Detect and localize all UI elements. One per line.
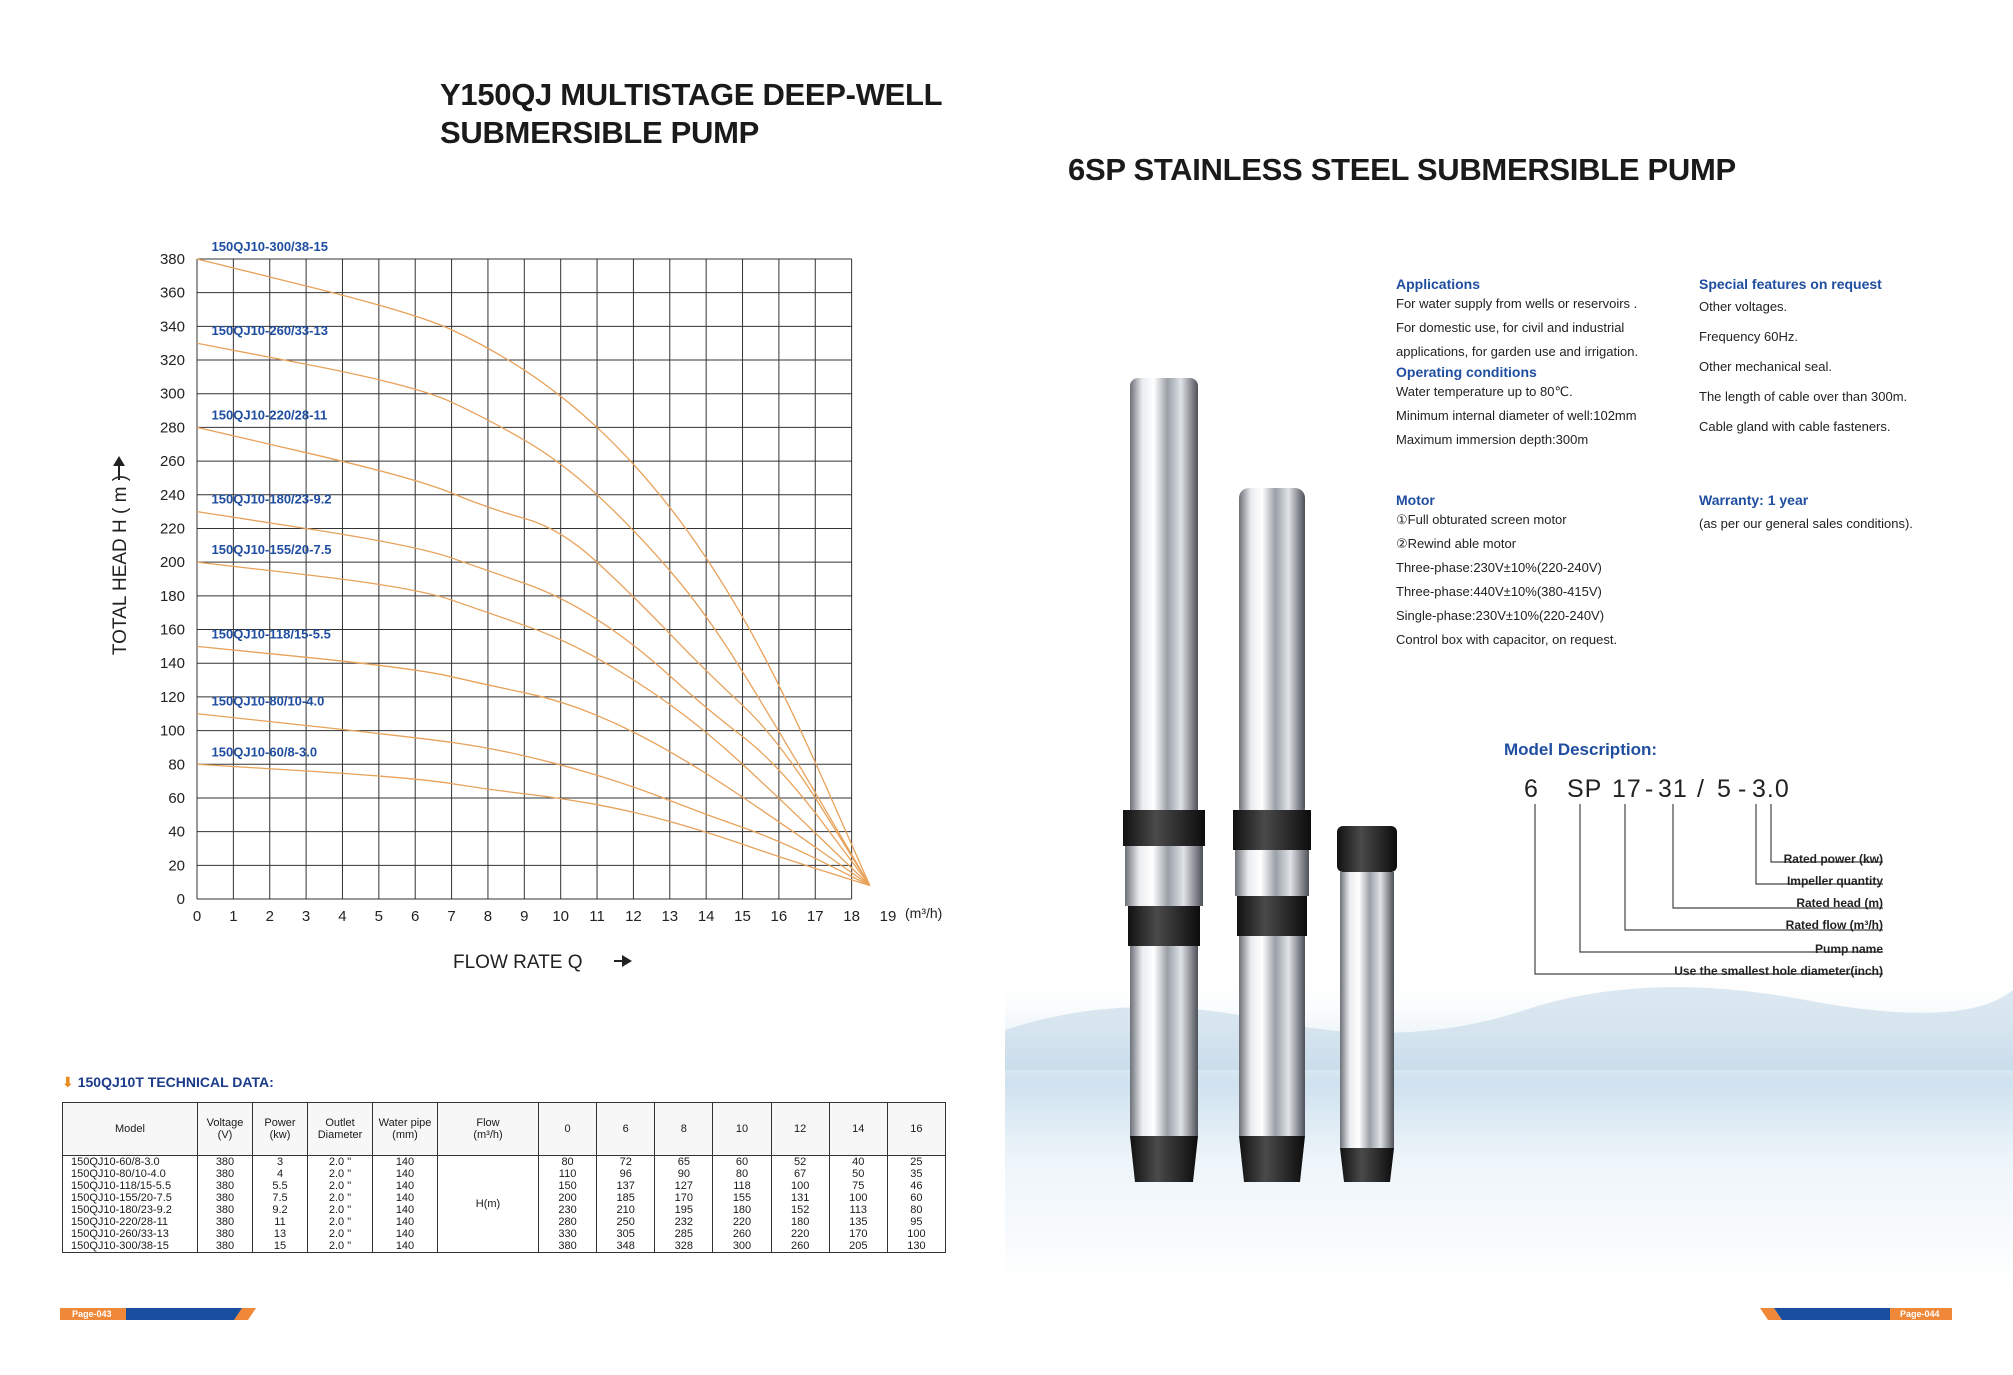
- cell-power: 7.5: [253, 1192, 308, 1204]
- table-row: [63, 1156, 946, 1169]
- cell-voltage: 380: [198, 1156, 253, 1169]
- cell-head-value: 90: [655, 1168, 713, 1180]
- model-description-title: Model Description:: [1504, 740, 1658, 759]
- spec-warranty: [1699, 492, 1999, 540]
- page-number-right: Page-044: [1900, 1309, 1940, 1319]
- col-pipe: [373, 1103, 438, 1156]
- y-tick-label: 260: [159, 453, 185, 471]
- cell-head-value: 150: [539, 1180, 597, 1192]
- cell-head-value: 328: [655, 1240, 713, 1253]
- x-tick-label: 13: [661, 908, 679, 925]
- cell-head-value: 205: [829, 1240, 887, 1253]
- cell-outlet: 2.0 ": [308, 1156, 373, 1169]
- cell-head-value: 80: [539, 1156, 597, 1169]
- cell-voltage: 380: [198, 1168, 253, 1180]
- cell-head-value: 200: [539, 1192, 597, 1204]
- model-description-leaders: [1530, 800, 1890, 985]
- cell-head-value: 80: [713, 1168, 771, 1180]
- spec-line: Three-phase:230V±10%(220-240V): [1396, 560, 1602, 575]
- cell-pipe: 140: [373, 1168, 438, 1180]
- col-outlet-label: Outlet: [325, 1117, 355, 1129]
- table-header-row: [63, 1103, 946, 1156]
- model-code-slash: /: [1697, 775, 1705, 803]
- spec-line: Other voltages.: [1699, 299, 1788, 314]
- y-tick-label: 240: [159, 486, 185, 504]
- cell-pipe: 140: [373, 1204, 438, 1216]
- model-code-flow: 17: [1612, 775, 1642, 803]
- cell-head-value: 80: [887, 1204, 945, 1216]
- col-power: [253, 1103, 308, 1156]
- cell-head-value: 96: [597, 1168, 655, 1180]
- col-model: Model: [63, 1103, 198, 1156]
- cell-head-value: 250: [597, 1216, 655, 1228]
- x-tick-label: 9: [520, 908, 529, 925]
- model-code-dash1: -: [1645, 775, 1655, 803]
- cell-pipe: 140: [373, 1192, 438, 1204]
- cell-head-value: 260: [713, 1228, 771, 1240]
- x-tick-label: 0: [192, 908, 202, 925]
- x-axis-label: FLOW RATE Q: [453, 952, 583, 973]
- x-tick-label: 7: [447, 908, 456, 925]
- cell-model: 150QJ10-180/23-9.2: [63, 1204, 198, 1216]
- cell-voltage: 380: [198, 1180, 253, 1192]
- cell-voltage: 380: [198, 1204, 253, 1216]
- y-tick-label: 100: [159, 722, 185, 740]
- model-code-sp: SP: [1567, 775, 1603, 803]
- spec-operating-heading: Operating conditions: [1396, 364, 1537, 380]
- cell-outlet: 2.0 ": [308, 1240, 373, 1253]
- col-flow-6: 6: [597, 1103, 655, 1156]
- x-tick-label: 15: [734, 908, 751, 925]
- spec-line: Cable gland with cable fasteners.: [1699, 419, 1891, 434]
- series-label: 150QJ10-155/20-7.5: [211, 542, 332, 558]
- cell-head-value: 155: [713, 1192, 771, 1204]
- col-outlet-unit: Diameter: [317, 1129, 363, 1141]
- y-tick-label: 20: [168, 857, 185, 875]
- x-tick-label: 11: [589, 908, 605, 925]
- x-tick-label: 2: [265, 908, 274, 925]
- cell-head-value: 113: [829, 1204, 887, 1216]
- cell-head-value: 100: [887, 1228, 945, 1240]
- md-label-power: Rated power (kw): [1783, 852, 1883, 866]
- cell-head-value: 100: [829, 1192, 887, 1204]
- md-label-head: Rated head (m): [1796, 896, 1883, 910]
- cell-outlet: 2.0 ": [308, 1192, 373, 1204]
- cell-head-value: 220: [771, 1228, 829, 1240]
- col-voltage-label: Voltage: [206, 1117, 244, 1129]
- cell-head-value: 300: [713, 1240, 771, 1253]
- series-label: 150QJ10-220/28-11: [211, 407, 328, 423]
- cell-head-value: 75: [829, 1180, 887, 1192]
- pump-6sp-medium: [1233, 488, 1311, 1182]
- y-tick-label: 0: [176, 891, 185, 908]
- spec-line: (as per our general sales conditions).: [1699, 516, 1913, 531]
- cell-head-value: 170: [829, 1228, 887, 1240]
- spec-motor-heading: Motor: [1396, 492, 1435, 508]
- cell-head-value: 40: [829, 1156, 887, 1169]
- x-tick-label: 12: [625, 908, 642, 925]
- spec-line: Single-phase:230V±10%(220-240V): [1396, 608, 1605, 623]
- y-tick-label: 320: [159, 352, 185, 370]
- spec-line: ②Rewind able motor: [1396, 536, 1517, 551]
- cell-voltage: 380: [198, 1192, 253, 1204]
- cell-head-value: 185: [597, 1192, 655, 1204]
- pump-motor: [1337, 826, 1397, 1182]
- series-line: [197, 646, 870, 885]
- cell-model: 150QJ10-118/15-5.5: [63, 1180, 198, 1192]
- cell-pipe: 140: [373, 1180, 438, 1192]
- col-flow-unit: (m³/h): [473, 1129, 503, 1141]
- cell-head-value: 232: [655, 1216, 713, 1228]
- cell-head-value: 72: [597, 1156, 655, 1169]
- spec-line: Water temperature up to 80℃.: [1396, 384, 1573, 399]
- spec-line: Maximum immersion depth:300m: [1396, 432, 1589, 447]
- spec-line: For water supply from wells or reservoirs .: [1396, 296, 1638, 311]
- series-line: [197, 343, 870, 885]
- cell-head-value: 195: [655, 1204, 713, 1216]
- cell-head-value: 60: [713, 1156, 771, 1169]
- cell-model: 150QJ10-80/10-4.0: [63, 1168, 198, 1180]
- x-axis-arrow: [614, 955, 632, 967]
- cell-model: 150QJ10-155/20-7.5: [63, 1192, 198, 1204]
- spec-line: Three-phase:440V±10%(380-415V): [1396, 584, 1602, 599]
- series-label: 150QJ10-260/33-13: [211, 323, 328, 339]
- chart-grid: [197, 259, 852, 899]
- chart-series-labels: [212, 239, 332, 759]
- y-axis-label: TOTAL HEAD H ( m ): [110, 474, 131, 656]
- x-tick-label: 5: [374, 908, 384, 925]
- x-tick-label: 8: [483, 908, 493, 925]
- cell-head-value: 170: [655, 1192, 713, 1204]
- down-arrow-icon: ⬇: [62, 1074, 74, 1090]
- spec-line: Minimum internal diameter of well:102mm: [1396, 408, 1637, 423]
- y-tick-label: 200: [159, 554, 185, 572]
- md-label-impellers: Impeller quantity: [1786, 874, 1883, 888]
- model-code-head: 31: [1658, 775, 1688, 803]
- spec-line: applications, for garden use and irrigation.: [1396, 344, 1639, 359]
- y-tick-label: 340: [159, 318, 185, 336]
- chart-ticks: [160, 251, 896, 925]
- spec-applications-heading: Applications: [1396, 276, 1481, 292]
- x-tick-label: 16: [770, 908, 788, 925]
- pump-6sp-large: [1123, 378, 1205, 1182]
- y-tick-label: 40: [168, 823, 185, 841]
- cell-head-value: 330: [539, 1228, 597, 1240]
- cell-head-value: 25: [887, 1156, 945, 1169]
- cell-pipe: 140: [373, 1216, 438, 1228]
- cell-head-value: 285: [655, 1228, 713, 1240]
- col-flow-16: 16: [887, 1103, 945, 1156]
- series-label: 150QJ10-118/15-5.5: [211, 626, 331, 642]
- cell-head-value: 230: [539, 1204, 597, 1216]
- cell-head-value: 50: [829, 1168, 887, 1180]
- model-code-impellers: 5: [1717, 775, 1732, 803]
- cell-head-value: 35: [887, 1168, 945, 1180]
- cell-head-value: 131: [771, 1192, 829, 1204]
- title-left-line2: SUBMERSIBLE PUMP: [440, 115, 760, 150]
- cell-power: 4: [253, 1168, 308, 1180]
- cell-head-value: 152: [771, 1204, 829, 1216]
- cell-head-value: 380: [539, 1240, 597, 1253]
- x-tick-label: 4: [338, 908, 347, 925]
- x-tick-label: 1: [229, 908, 238, 925]
- x-tick-label: 19: [879, 908, 897, 925]
- y-tick-label: 280: [159, 419, 185, 437]
- col-flow-10: 10: [713, 1103, 771, 1156]
- title-left-line1: Y150QJ MULTISTAGE DEEP-WELL: [440, 77, 943, 112]
- cell-head-value: 130: [887, 1240, 945, 1253]
- cell-head-value: 118: [713, 1180, 771, 1192]
- spec-applications: [1396, 276, 1696, 452]
- cell-pipe: 140: [373, 1156, 438, 1169]
- spec-motor: [1396, 492, 1696, 652]
- cell-outlet: 2.0 ": [308, 1168, 373, 1180]
- col-outlet: [308, 1103, 373, 1156]
- y-tick-label: 380: [159, 251, 185, 268]
- cell-outlet: 2.0 ": [308, 1228, 373, 1240]
- col-flow-12: 12: [771, 1103, 829, 1156]
- cell-outlet: 2.0 ": [308, 1180, 373, 1192]
- y-tick-label: 140: [159, 655, 185, 673]
- col-flow-label: Flow: [476, 1117, 500, 1129]
- performance-chart: [0, 0, 960, 980]
- col-flow-0: 0: [539, 1103, 597, 1156]
- cell-head-value: 348: [597, 1240, 655, 1253]
- x-tick-label: 18: [843, 908, 860, 925]
- cell-power: 13: [253, 1228, 308, 1240]
- y-tick-label: 300: [159, 385, 185, 403]
- cell-head-value: 67: [771, 1168, 829, 1180]
- spec-line: Control box with capacitor, on request.: [1396, 632, 1618, 647]
- cell-head-value: 52: [771, 1156, 829, 1169]
- series-label: 150QJ10-80/10-4.0: [211, 693, 325, 709]
- cell-head-value: 137: [597, 1180, 655, 1192]
- cell-outlet: 2.0 ": [308, 1204, 373, 1216]
- spec-warranty-heading: Warranty: 1 year: [1699, 492, 1809, 508]
- cell-head-value: 280: [539, 1216, 597, 1228]
- series-label: 150QJ10-60/8-3.0: [211, 744, 318, 760]
- col-flow-14: 14: [829, 1103, 887, 1156]
- x-axis-unit: (m³/h): [905, 905, 943, 921]
- y-tick-label: 120: [159, 688, 185, 706]
- cell-head-value: 135: [829, 1216, 887, 1228]
- series-label: 150QJ10-180/23-9.2: [211, 491, 332, 507]
- col-voltage-unit: (V): [217, 1129, 233, 1141]
- md-label-pump-name: Pump name: [1814, 942, 1883, 956]
- cell-voltage: 380: [198, 1240, 253, 1253]
- y-tick-label: 80: [168, 756, 185, 774]
- chart-curves: [197, 259, 870, 886]
- cell-model: 150QJ10-60/8-3.0: [63, 1156, 198, 1169]
- col-flow: [438, 1103, 539, 1156]
- y-tick-label: 60: [168, 789, 185, 807]
- cell-model: 150QJ10-300/38-15: [63, 1240, 198, 1253]
- cell-head-value: 110: [539, 1168, 597, 1180]
- cell-head-label: H(m): [438, 1156, 539, 1253]
- col-power-unit: (kw): [269, 1129, 291, 1141]
- series-label: 150QJ10-300/38-15: [211, 239, 328, 254]
- series-line: [197, 764, 870, 885]
- y-tick-label: 180: [159, 587, 185, 605]
- cell-model: 150QJ10-220/28-11: [63, 1216, 198, 1228]
- col-pipe-unit: (mm): [392, 1129, 418, 1141]
- spec-line: The length of cable over than 300m.: [1699, 389, 1908, 404]
- spec-line: Frequency 60Hz.: [1699, 329, 1798, 344]
- cell-power: 3: [253, 1156, 308, 1169]
- tech-data-table: [62, 1102, 946, 1253]
- cell-head-value: 305: [597, 1228, 655, 1240]
- cell-head-value: 95: [887, 1216, 945, 1228]
- y-tick-label: 360: [159, 284, 185, 302]
- cell-head-value: 60: [887, 1192, 945, 1204]
- col-pipe-label: Water pipe: [378, 1117, 432, 1129]
- cell-voltage: 380: [198, 1228, 253, 1240]
- cell-voltage: 380: [198, 1216, 253, 1228]
- cell-power: 15: [253, 1240, 308, 1253]
- y-tick-label: 160: [159, 621, 185, 639]
- model-code-dash2: -: [1738, 775, 1748, 803]
- cell-head-value: 127: [655, 1180, 713, 1192]
- cell-head-value: 260: [771, 1240, 829, 1253]
- cell-model: 150QJ10-260/33-13: [63, 1228, 198, 1240]
- cell-head-value: 220: [713, 1216, 771, 1228]
- cell-power: 9.2: [253, 1204, 308, 1216]
- cell-head-value: 65: [655, 1156, 713, 1169]
- spec-line: Other mechanical seal.: [1699, 359, 1832, 374]
- spec-special: [1699, 276, 1999, 442]
- model-code-power: 3.0: [1752, 775, 1790, 803]
- md-label-flow: Rated flow (m³/h): [1785, 918, 1883, 932]
- md-label-hole-diameter: Use the smallest hole diameter(inch): [1674, 964, 1883, 978]
- tech-data-title-text: 150QJ10T TECHNICAL DATA:: [77, 1074, 274, 1090]
- spec-special-heading: Special features on request: [1699, 276, 1882, 292]
- y-tick-label: 220: [159, 520, 185, 538]
- x-tick-label: 3: [301, 908, 311, 925]
- cell-head-value: 46: [887, 1180, 945, 1192]
- cell-head-value: 180: [713, 1204, 771, 1216]
- x-tick-label: 10: [552, 908, 570, 925]
- cell-head-value: 180: [771, 1216, 829, 1228]
- spec-line: ①Full obturated screen motor: [1396, 512, 1567, 527]
- cell-power: 11: [253, 1216, 308, 1228]
- page-title-right: 6SP STAINLESS STEEL SUBMERSIBLE PUMP: [1068, 152, 1736, 187]
- cell-head-value: 210: [597, 1204, 655, 1216]
- col-power-label: Power: [264, 1117, 296, 1129]
- x-tick-label: 6: [411, 908, 420, 925]
- x-tick-label: 14: [697, 908, 715, 925]
- col-flow-8: 8: [655, 1103, 713, 1156]
- cell-power: 5.5: [253, 1180, 308, 1192]
- cell-head-value: 100: [771, 1180, 829, 1192]
- series-line: [197, 259, 870, 886]
- cell-pipe: 140: [373, 1240, 438, 1253]
- page-number-left: Page-043: [72, 1309, 112, 1319]
- series-line: [197, 714, 870, 886]
- col-voltage: [198, 1103, 253, 1156]
- x-tick-label: 17: [806, 908, 824, 925]
- cell-pipe: 140: [373, 1228, 438, 1240]
- cell-outlet: 2.0 ": [308, 1216, 373, 1228]
- tech-data-title: [62, 1074, 274, 1091]
- spec-line: For domestic use, for civil and industrial: [1396, 320, 1625, 335]
- model-code-6: 6: [1524, 775, 1539, 803]
